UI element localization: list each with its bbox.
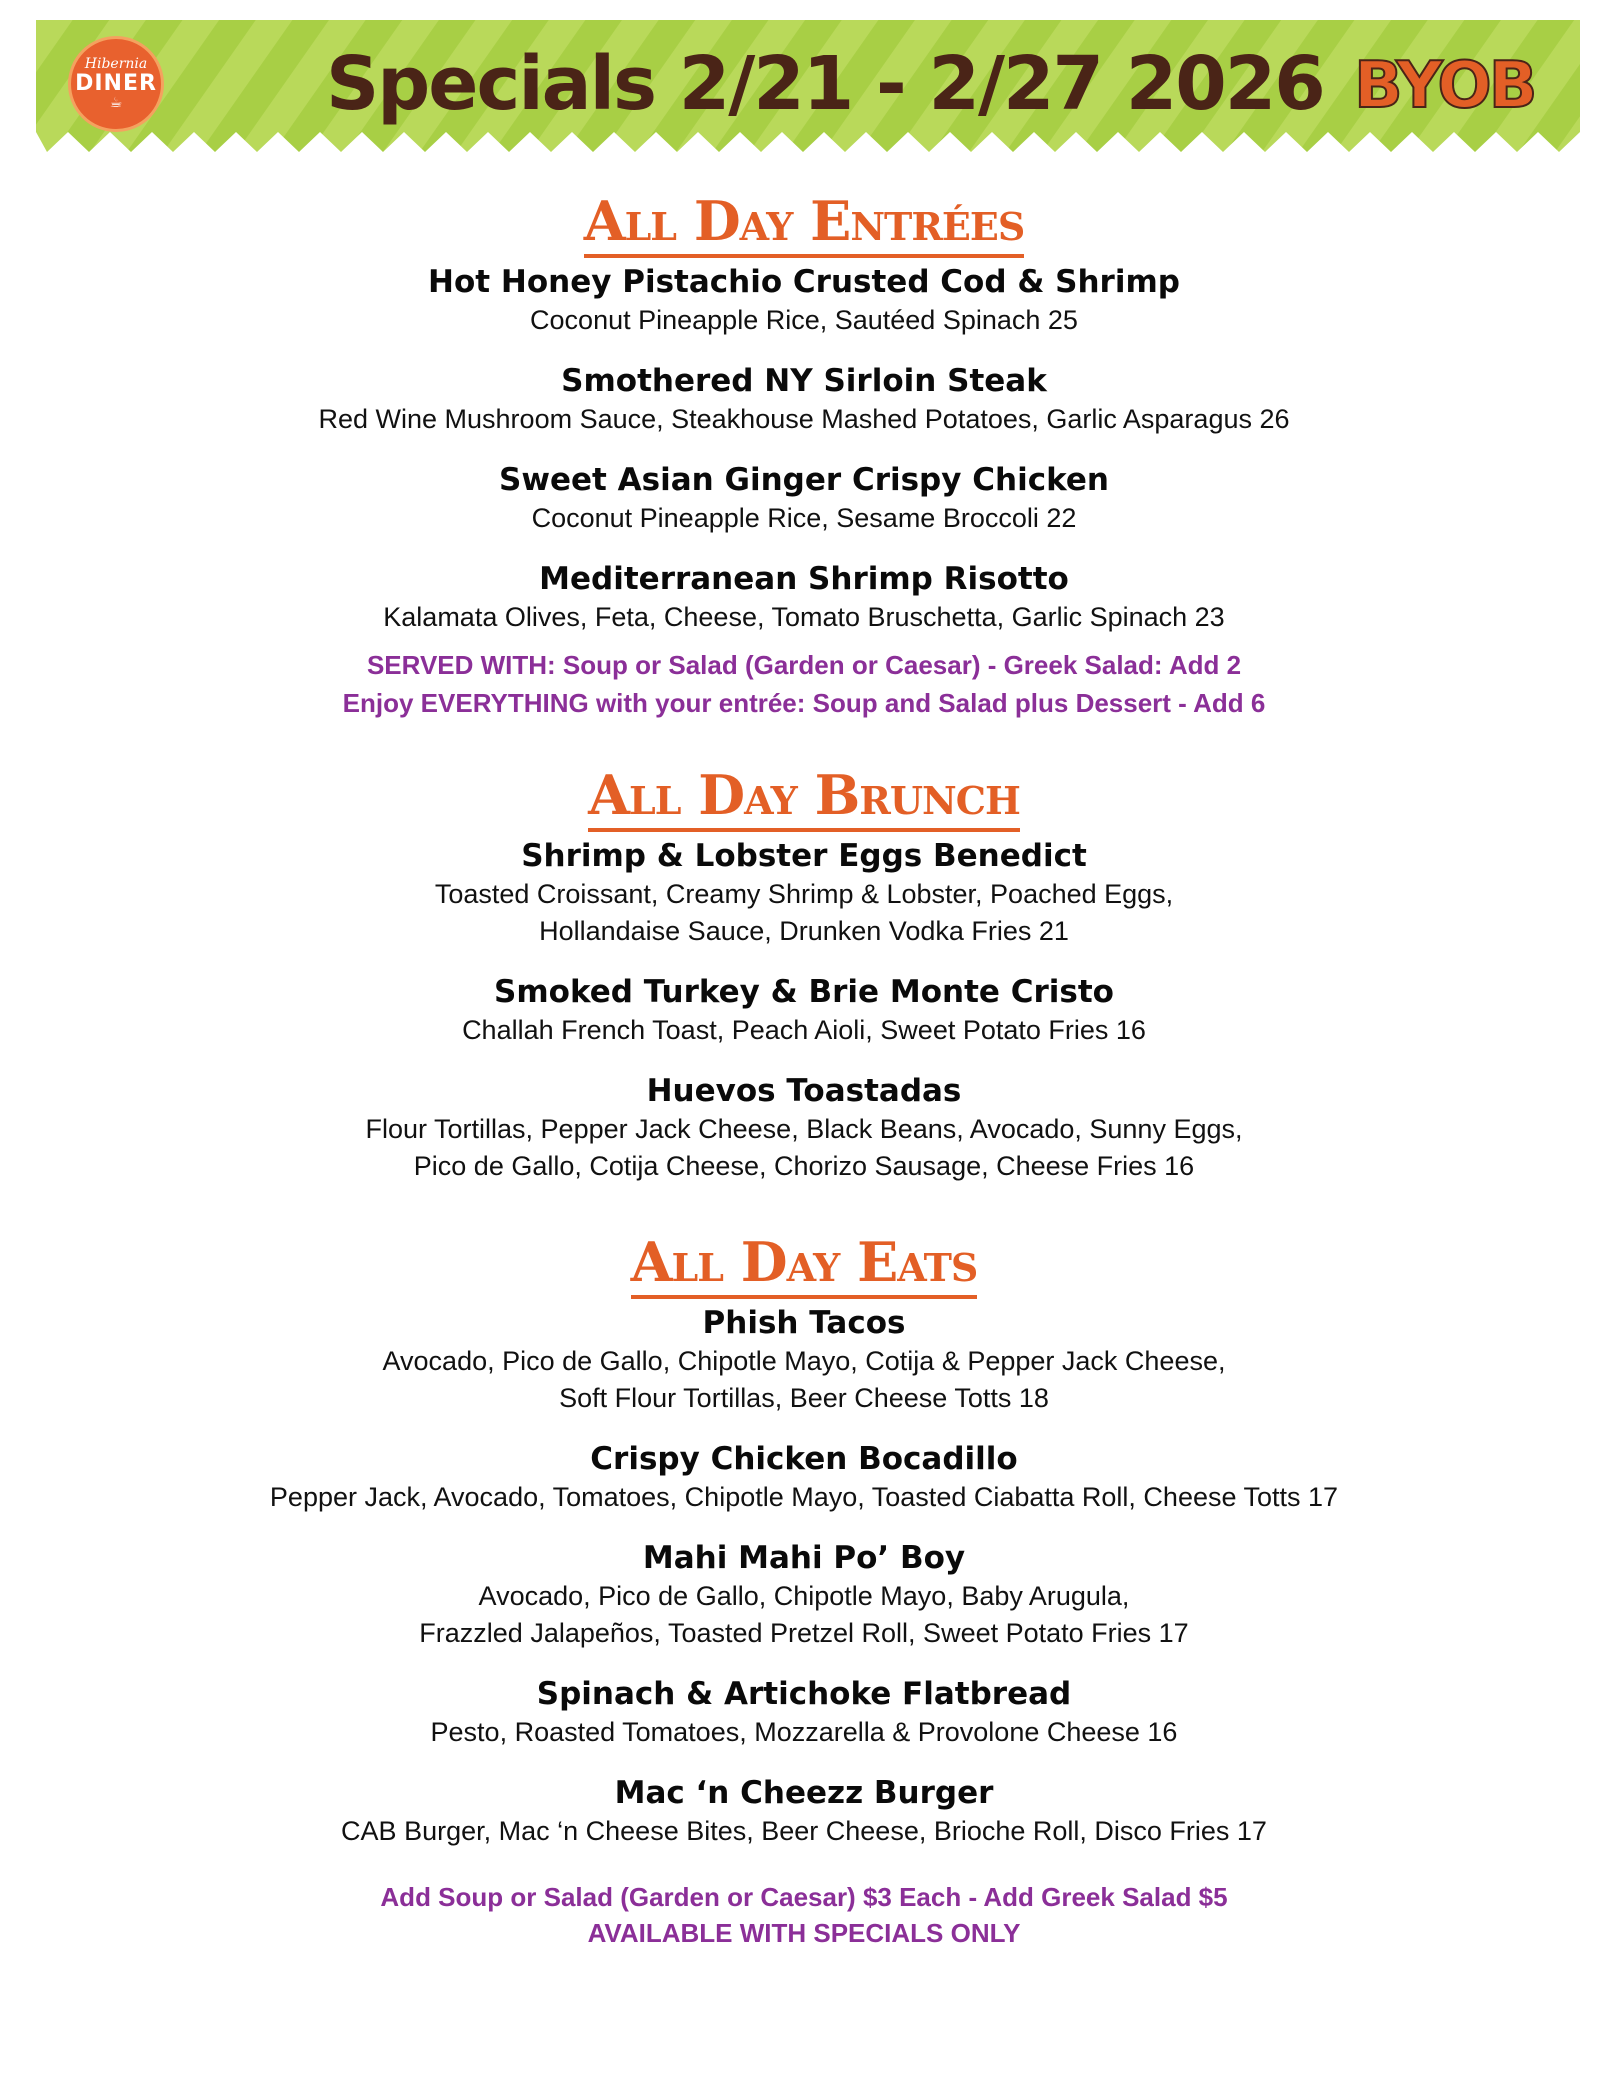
item-name: Smoked Turkey & Brie Monte Cristo <box>494 974 1114 1010</box>
section-title-brunch: All Day Brunch <box>588 762 1020 832</box>
section-title-entrees: All Day Entrées <box>584 188 1025 258</box>
coffee-cup-icon: ☕ <box>109 95 123 111</box>
item-description: Frazzled Jalapeños, Toasted Pretzel Roll, Sweet Potato Fries 17 <box>419 1618 1189 1648</box>
menu-item <box>0 972 1608 1049</box>
item-name: Smothered NY Sirloin Steak <box>561 363 1047 399</box>
item-description: Kalamata Olives, Feta, Cheese, Tomato Bruschetta, Garlic Spinach 23 <box>383 602 1225 632</box>
byob-badge: BYOB <box>1354 49 1535 123</box>
item-description: Pico de Gallo, Cotija Cheese, Chorizo Sausage, Cheese Fries 16 <box>413 1151 1195 1181</box>
item-description: Avocado, Pico de Gallo, Chipotle Mayo, Baby Arugula, <box>478 1581 1130 1611</box>
menu-item <box>0 1538 1608 1652</box>
add-soup-salad-note: Add Soup or Salad (Garden or Caesar) $3 Each - Add Greek Salad $5 <box>380 1882 1228 1912</box>
menu-item <box>0 559 1608 636</box>
enjoy-everything-note: Enjoy EVERYTHING with your entrée: Soup and Salad plus Dessert - Add 6 <box>342 688 1266 718</box>
item-description: Toasted Croissant, Creamy Shrimp & Lobster, Poached Eggs, <box>434 879 1174 909</box>
item-name: Hot Honey Pistachio Crusted Cod & Shrimp <box>428 264 1180 300</box>
item-description: Avocado, Pico de Gallo, Chipotle Mayo, Cotija & Pepper Jack Cheese, <box>382 1346 1226 1376</box>
menu-item <box>0 460 1608 537</box>
item-description: Coconut Pineapple Rice, Sautéed Spinach 25 <box>530 305 1078 335</box>
menu-item <box>0 1674 1608 1751</box>
item-description: Pesto, Roasted Tomatoes, Mozzarella & Provolone Cheese 16 <box>430 1717 1178 1747</box>
menu-item <box>0 361 1608 438</box>
item-description: Pepper Jack, Avocado, Tomatoes, Chipotle Mayo, Toasted Ciabatta Roll, Cheese Totts 17 <box>269 1482 1339 1512</box>
item-description: Challah French Toast, Peach Aioli, Sweet Potato Fries 16 <box>462 1015 1146 1045</box>
hibernia-diner-logo <box>68 36 164 132</box>
item-name: Mahi Mahi Po’ Boy <box>642 1540 966 1576</box>
item-description: Hollandaise Sauce, Drunken Vodka Fries 21 <box>539 916 1069 946</box>
menu-item <box>0 1773 1608 1850</box>
item-name: Shrimp & Lobster Eggs Benedict <box>521 838 1087 874</box>
item-name: Spinach & Artichoke Flatbread <box>536 1676 1072 1712</box>
menu-item <box>0 836 1608 950</box>
served-with-note: SERVED WITH: Soup or Salad (Garden or Caesar) - Greek Salad: Add 2 <box>366 650 1242 680</box>
item-description: Soft Flour Tortillas, Beer Cheese Totts 18 <box>559 1383 1049 1413</box>
item-name: Mediterranean Shrimp Risotto <box>539 561 1069 597</box>
item-name: Mac ‘n Cheezz Burger <box>614 1775 994 1811</box>
page-title: Specials 2/21 - 2/27 2026 <box>326 41 1324 127</box>
item-name: Sweet Asian Ginger Crispy Chicken <box>499 462 1109 498</box>
item-description: CAB Burger, Mac ‘n Cheese Bites, Beer Cheese, Brioche Roll, Disco Fries 17 <box>341 1816 1267 1846</box>
logo-name-text: DINER <box>75 71 157 96</box>
item-name: Huevos Toastadas <box>646 1073 962 1109</box>
section-eats <box>0 1229 1608 1950</box>
menu-item <box>0 1071 1608 1185</box>
item-description: Red Wine Mushroom Sauce, Steakhouse Mashed Potatoes, Garlic Asparagus 26 <box>318 404 1290 434</box>
item-description: Flour Tortillas, Pepper Jack Cheese, Black Beans, Avocado, Sunny Eggs, <box>365 1114 1243 1144</box>
section-title-eats: All Day Eats <box>631 1229 978 1299</box>
specials-only-note: AVAILABLE WITH SPECIALS ONLY <box>587 1918 1021 1948</box>
menu-content <box>0 188 1608 1950</box>
item-name: Crispy Chicken Bocadillo <box>590 1441 1018 1477</box>
section-brunch <box>0 762 1608 1185</box>
item-description: Coconut Pineapple Rice, Sesame Broccoli 22 <box>531 503 1077 533</box>
logo-script-text: Hibernia <box>84 56 148 72</box>
section-entrees <box>0 188 1608 722</box>
menu-item <box>0 1439 1608 1516</box>
item-name: Phish Tacos <box>702 1305 906 1341</box>
menu-item <box>0 262 1608 339</box>
menu-item <box>0 1303 1608 1417</box>
header-banner <box>36 20 1580 152</box>
